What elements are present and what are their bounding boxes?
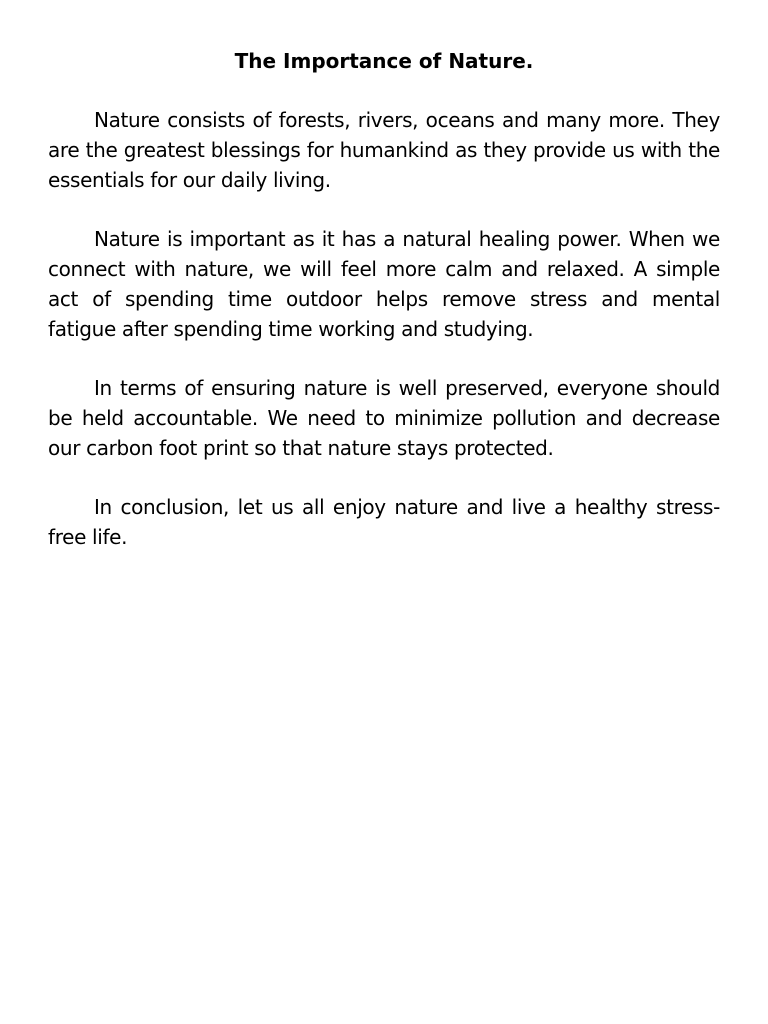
paragraph-preservation: In terms of ensuring nature is well preserved, everyone should be held accountable. We need to minimize pollution and decrease our carbon foot print so that nature stays protected. bbox=[48, 376, 720, 460]
paragraph-healing: Nature is important as it has a natural healing power. When we connect with nature, we will feel more calm and relaxed. A simple act of spending time outdoor helps remove stress and mental fatigue after spending time working and studying. bbox=[48, 227, 720, 341]
document-title: The Importance of Nature. bbox=[234, 49, 534, 73]
paragraph-conclusion: In conclusion, let us all enjoy nature and live a healthy stress-free life. bbox=[48, 495, 720, 549]
document-page bbox=[48, 46, 720, 581]
paragraph-intro: Nature consists of forests, rivers, oceans and many more. They are the greatest blessings for humankind as they provide us with the essentials for our daily living. bbox=[48, 108, 720, 192]
